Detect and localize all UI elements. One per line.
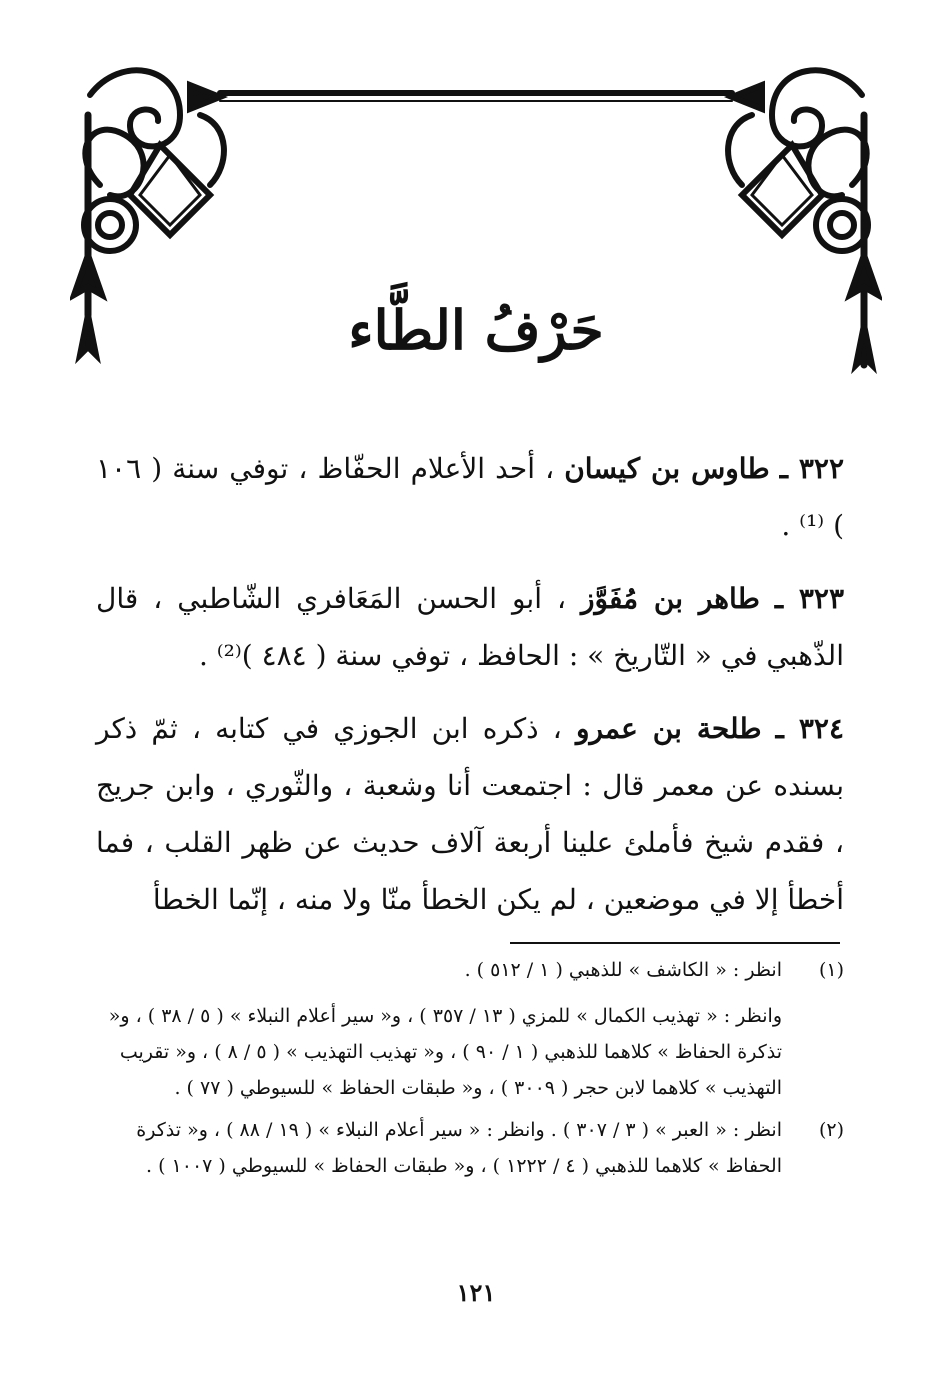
entry-text: ، أبو الحسن المَعَافري الشّاطبي ، قال الذّهبي في « التّاريخ » : الحافظ ، توفي سنة ( ٤٨٤ )⁽²⁾ . <box>96 582 844 672</box>
footnote-paragraph: انظر : « الكاشف » للذهبي ( ١ / ٥١٢ ) . <box>464 959 782 981</box>
footnote-paragraph: وانظر : « تهذيب الكمال » للمزي ( ١٣ / ٣٥٧ ) ، و« سير أعلام النبلاء » ( ٥ / ٣٨ ) ، و« تذكرة الحفاظ » كلاهما للذهبي ( ١ / ٩٠ ) ، و« تهذيب التهذيب » ( ٥ / ٨ ) ، و« تقريب التهذيب » كلاهما لابن حجر ( ٣٠٠٩ ) ، و« طبقات الحفاظ » للسيوطي ( ٧٧ ) . <box>108 1005 782 1099</box>
footnote-1 <box>96 952 844 1106</box>
entries-list <box>96 440 844 944</box>
footnote-mark: (٢) <box>818 1119 844 1141</box>
entry-text: ، ذكره ابن الجوزي في كتابه ، ثمّ ذكر بسنده عن معمر قال : اجتمعت أنا وشعبة ، والثّوري ، وابن جريج ، فقدم شيخ فأملئ علينا أربعة آلاف حديث عن ظهر القلب ، فما أخطأ إلا في موضعين ، لم يكن الخطأ منّا ولا منه ، إنّما الخطأ <box>96 712 844 916</box>
entry-number: ٣٢٢ ـ <box>779 452 844 485</box>
entry-number: ٣٢٤ ـ <box>775 712 844 745</box>
footnotes <box>96 952 844 1190</box>
entry-name: طاهر بن مُفَوَّز <box>580 582 760 615</box>
footnote-2 <box>96 1112 844 1184</box>
page-number: ١٢١ <box>456 1278 496 1307</box>
chapter-title: حَرْفُ الطَّاء <box>348 298 604 362</box>
entry-name: طلحة بن عمرو <box>575 712 762 745</box>
footnote-paragraph: انظر : « العبر » ( ٣ / ٣٠٧ ) . وانظر : « سير أعلام النبلاء » ( ١٩ / ٨٨ ) ، و« تذكرة الحفاظ » كلاهما للذهبي ( ٤ / ١٢٢٢ ) ، و« طبقات الحفاظ » للسيوطي ( ١٠٠٧ ) . <box>136 1119 782 1177</box>
footnote-divider <box>510 942 840 944</box>
entry-322 <box>96 440 844 554</box>
footnote-mark: (١) <box>818 959 844 981</box>
entry-324 <box>96 700 844 928</box>
entry-323 <box>96 570 844 684</box>
entry-number: ٣٢٣ ـ <box>774 582 844 615</box>
entry-text: ، أحد الأعلام الحفّاظ ، توفي سنة ( ١٠٦ ) ⁽¹⁾ . <box>96 452 844 542</box>
entry-name: طاوس بن كيسان <box>564 452 770 485</box>
